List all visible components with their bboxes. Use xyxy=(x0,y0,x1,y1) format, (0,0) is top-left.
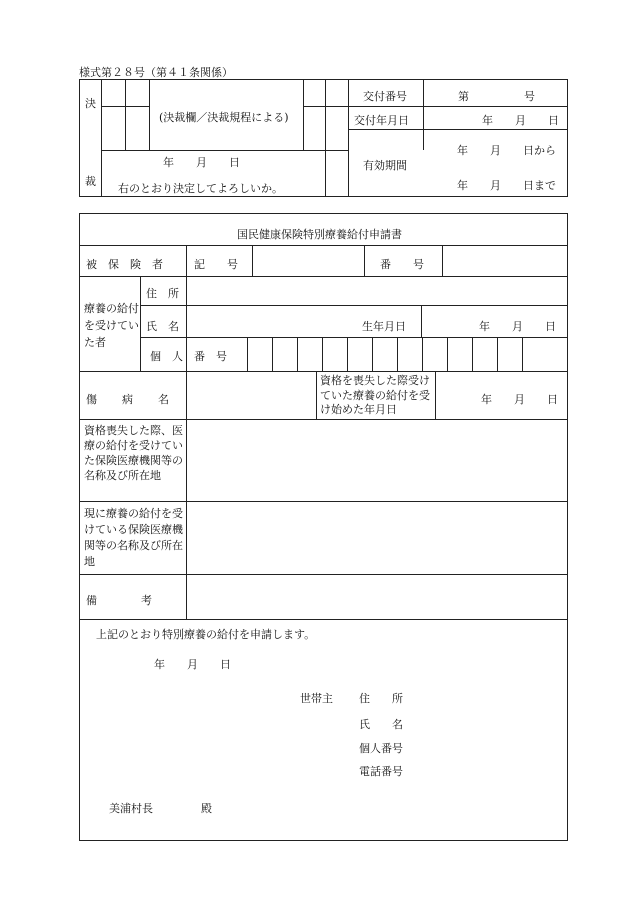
address-field[interactable] xyxy=(187,277,567,305)
issue-date-value: 年 月 日 xyxy=(482,114,559,127)
dono: 殿 xyxy=(201,802,212,815)
insured-label: 被 保 険 者 xyxy=(86,258,163,271)
ketsu-label: 決 xyxy=(85,97,96,110)
applicant-name-label: 氏 名 xyxy=(359,718,403,731)
bangou-label: 番 号 xyxy=(380,258,424,271)
cur-institution-label: 現に療養の給付を受けている保険医療機関等の名称及び所在地 xyxy=(84,507,183,568)
birth-label: 生年月日 xyxy=(362,320,406,333)
sai-label: 裁 xyxy=(85,175,96,188)
form-title: 国民健康保険特別療養給付申請書 xyxy=(237,228,402,241)
applicant-mynumber-label: 個人番号 xyxy=(359,742,403,755)
validity-to: 年 月 日まで xyxy=(457,179,556,192)
prev-institution-field[interactable] xyxy=(187,420,567,500)
name-label: 氏 名 xyxy=(146,320,179,333)
remarks-field[interactable] xyxy=(187,575,567,618)
birth-value: 年 月 日 xyxy=(479,320,556,333)
applicant-address-label: 住 所 xyxy=(359,692,403,705)
prev-institution-label: 資格喪失した際、医療の給付を受けていた保険医療機関等の名称及び所在地 xyxy=(84,424,183,482)
issue-date-label: 交付年月日 xyxy=(354,114,409,127)
kigou-label: 記 号 xyxy=(194,258,238,271)
rule-note: (決裁欄／決裁規程による) xyxy=(159,111,289,124)
statement: 上記のとおり特別療養の給付を申請します。 xyxy=(96,628,316,641)
disease-field[interactable] xyxy=(187,372,316,419)
name-field[interactable] xyxy=(187,306,339,337)
apply-date: 年 月 日 xyxy=(154,658,231,671)
approval-date: 年 月 日 xyxy=(163,156,240,169)
cur-institution-field[interactable] xyxy=(187,502,567,573)
disease-label: 傷 病 名 xyxy=(86,393,170,406)
mynumber-field[interactable] xyxy=(248,338,567,370)
approval-box xyxy=(79,79,568,197)
household-head-label: 世帯主 xyxy=(300,692,333,705)
bangou-field[interactable] xyxy=(443,246,567,275)
issue-number-value: 第 号 xyxy=(458,90,535,103)
loss-date-value: 年 月 日 xyxy=(481,393,558,406)
validity-label: 有効期間 xyxy=(363,159,407,172)
form-number: 様式第２８号（第４１条関係） xyxy=(79,66,233,79)
addressee: 美浦村長 xyxy=(109,802,153,815)
kigou-field[interactable] xyxy=(253,246,363,275)
issue-number-label: 交付番号 xyxy=(363,90,407,103)
validity-from: 年 月 日から xyxy=(457,144,556,157)
loss-date-label: 資格を喪失した際受けていた療養の給付を受け始めた年月日 xyxy=(320,374,430,416)
application-form xyxy=(79,213,568,841)
applicant-phone-label: 電話番号 xyxy=(359,765,403,778)
address-label: 住 所 xyxy=(146,287,179,300)
recipient-label: 療養の給付を受けていた者 xyxy=(84,302,139,349)
mynumber-label: 個 人 番 号 xyxy=(150,350,227,363)
decision-text: 右のとおり決定してよろしいか。 xyxy=(118,182,283,195)
remarks-label: 備 考 xyxy=(86,594,152,607)
